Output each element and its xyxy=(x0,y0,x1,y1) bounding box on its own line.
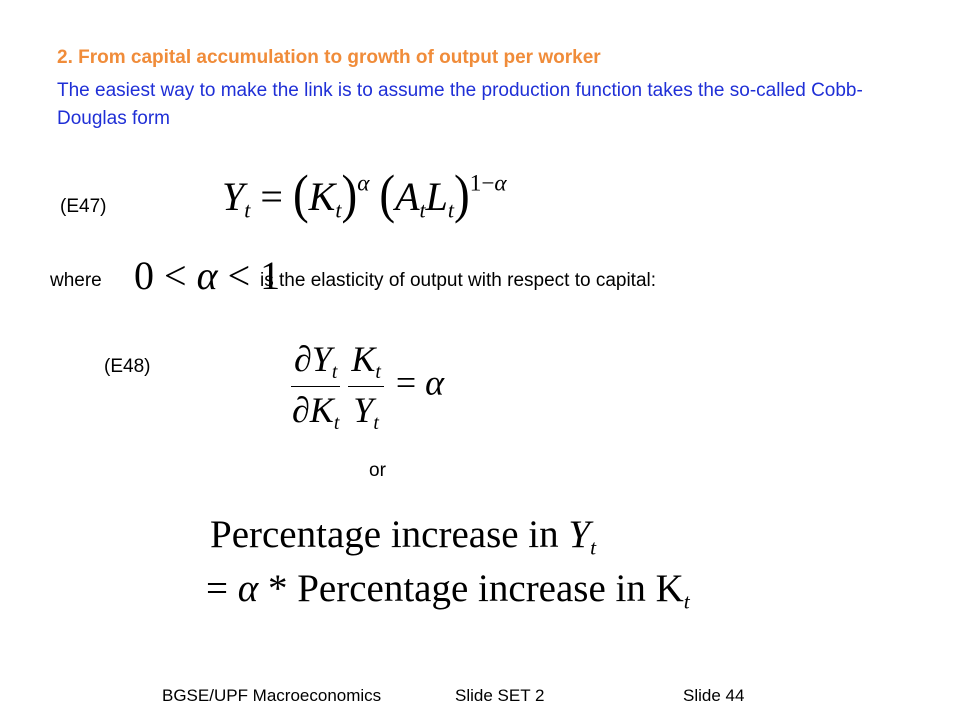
percentage-equation-line2: = α * Percentage increase in $K_t$ xyxy=(206,567,690,614)
ratio-fraction: $\frac{K_t}{Y_t}$ xyxy=(348,338,384,435)
percentage-equation-line1: Percentage increase in $Y_t$ xyxy=(210,513,597,560)
elasticity-description: is the elasticity of output with respect to capital: xyxy=(260,270,657,291)
or-label: or xyxy=(369,460,386,481)
cobb-douglas-equation: $Y_t = (K_t)^\alpha$ $(A_tL_t)^{1-\alpha}$ xyxy=(222,165,507,225)
footer-slide-number: Slide 44 xyxy=(683,686,745,705)
alpha-range-inequality: 0 < α < 1 xyxy=(134,253,281,298)
percentage-line1-text: Percentage increase in xyxy=(210,513,559,556)
footer-slide-set: Slide SET 2 xyxy=(455,686,545,705)
intro-paragraph: The easiest way to make the link is to assume the production function takes the so-called Cobb-Douglas form xyxy=(57,80,863,129)
where-label: where xyxy=(50,270,102,291)
equation-label-e47: (E47) xyxy=(60,196,107,217)
slide-heading: 2. From capital accumulation to growth of output per worker xyxy=(57,47,601,68)
equation-label-e48: (E48) xyxy=(104,356,151,377)
partial-derivative-fraction: $\frac{\partial Y_t}{\partial K_t}$ xyxy=(292,339,340,434)
elasticity-equation: $\frac{\partial Y_t}{\partial K_t}$ $\frac{K_t}{Y_t}$ = α xyxy=(286,338,444,435)
footer-course: BGSE/UPF Macroeconomics xyxy=(162,686,382,705)
percentage-line2-text: * Percentage increase in K xyxy=(267,567,684,610)
